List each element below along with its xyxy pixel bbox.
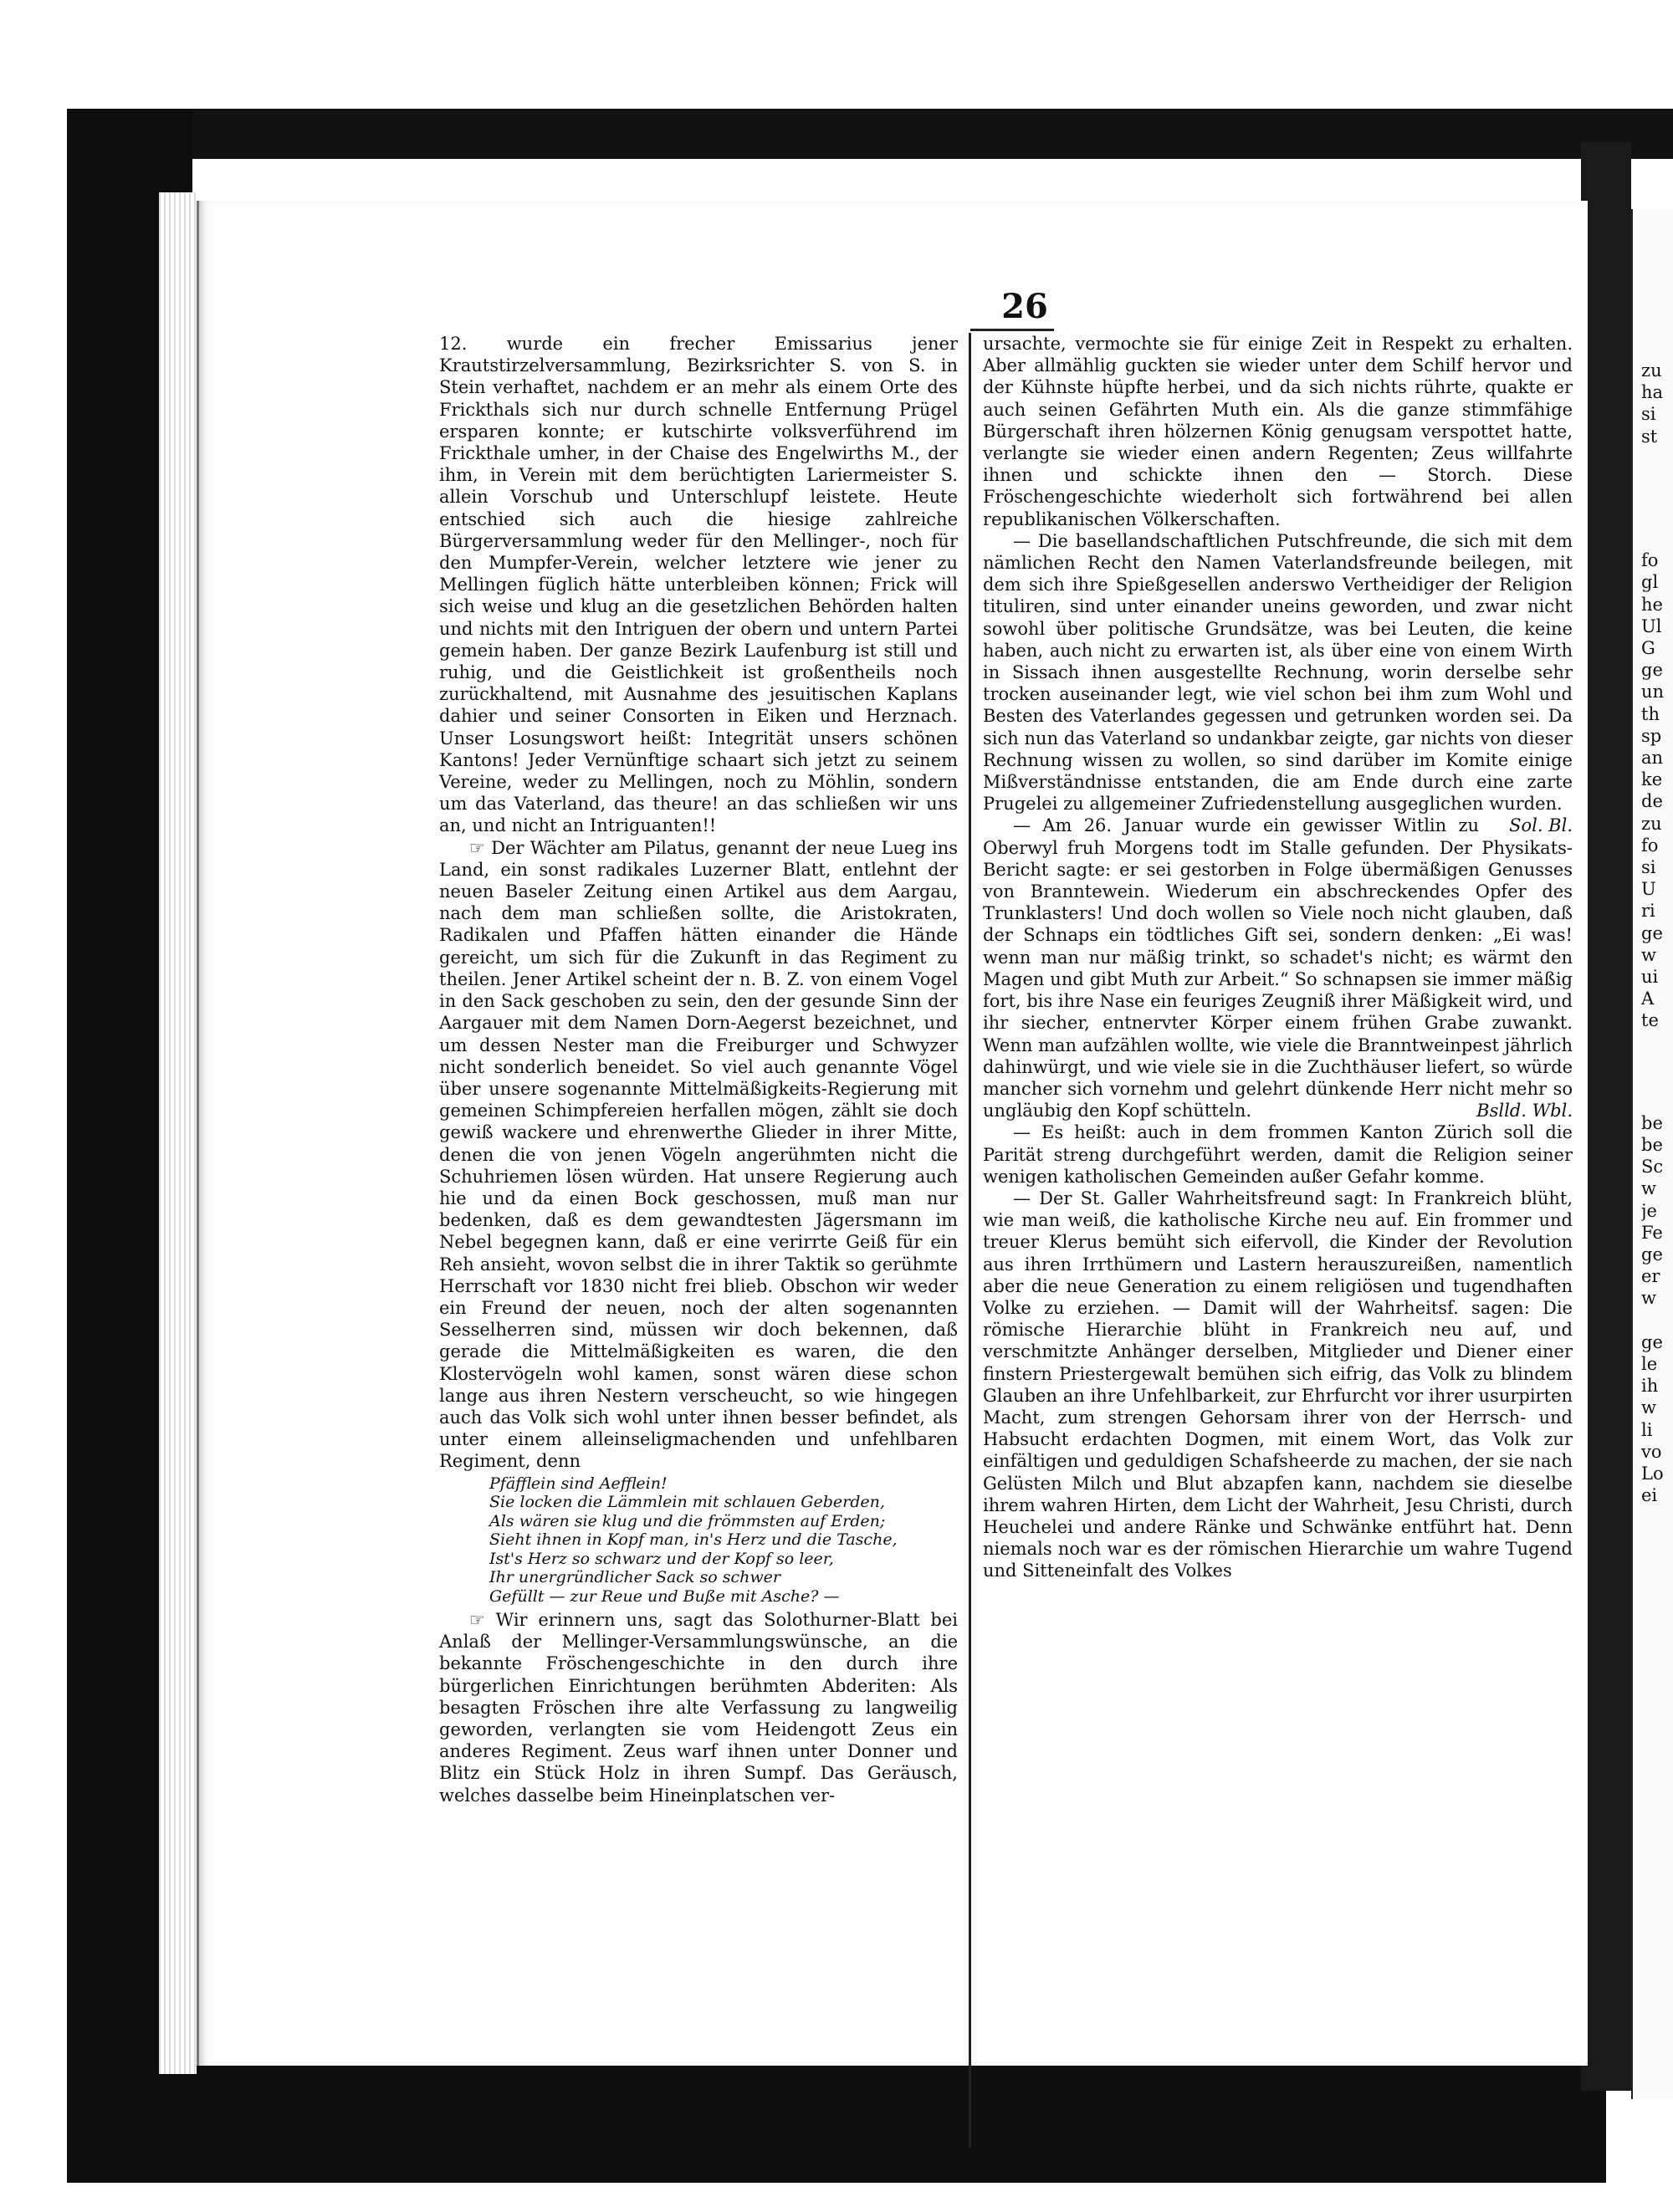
- poem-line: Ist's Herz so schwarz und der Kopf so leer,: [489, 1549, 834, 1568]
- article-paragraph: ursachte, vermochte sie für einige Zeit in Respekt zu erhalten. Aber allmählig guckten sie wieder unter dem Schilf hervor und der Kühnste hüpfte herbei, und da sich nichts rührte, quakte er auch seinen Gefährten Muth ein. Als die ganze stimmfähige Bürgerschaft ihren hölzernen König genugsam verspottet hatte, verlangte sie wieder einen andern Regenten; Zeus willfahrte ihnen und schickte ihnen den — Storch. Diese Fröschengeschichte wiederholt sich fortwährend bei allen republikanischen Völkerschaften.: [983, 334, 1573, 529]
- facing-page-fragment: st: [1641, 426, 1658, 447]
- facing-page-fragment: ge: [1641, 1244, 1663, 1264]
- facing-page-fragment: ge: [1641, 922, 1663, 943]
- facing-page-fragment: le: [1641, 1354, 1658, 1374]
- facing-page-fragment: ha: [1641, 382, 1664, 403]
- facing-page-fragment: be: [1641, 1135, 1663, 1155]
- poem-line: Ihr unergründlicher Sack so schwer: [489, 1568, 780, 1587]
- facing-page-fragment: ke: [1641, 769, 1663, 790]
- facing-page-fragment: w: [1641, 944, 1656, 965]
- right-column: [983, 333, 1573, 1582]
- facing-page-fragment: U: [1641, 879, 1656, 900]
- facing-page-fragment: Fe: [1641, 1222, 1663, 1243]
- facing-page-fragment: ui: [1641, 967, 1659, 987]
- facing-page-fragment: te: [1641, 1010, 1659, 1031]
- column-divider: [969, 333, 971, 2148]
- facing-page-fragment: th: [1641, 703, 1660, 724]
- article-paragraph: ☞ Der Wächter am Pilatus, genannt der neue Lueg ins Land, ein sonst radikales Luzerner Blatt, entlehnt der neuen Baseler Zeitung einen Artikel aus dem Aargau, nach dem man schließen sollte, die Aristokraten, Radikalen und Pfaffen hätten einander die Hände gereicht, um sich für die Zukunft in das Regiment zu theilen. Jener Artikel scheint der n. B. Z. von einem Vogel in den Sack geschoben zu sein, den der gesunde Sinn der Aargauer mit dem Namen Dorn-Aegerst bezeichnet, und um dessen Nester man die Freiburger und Schwyzer nicht sonderlich beneidet. So viel auch genannte Vögel über unsere sogenannte Mittelmäßigkeits-Regierung mit gemeinen Schimpfereien herfallen mögen, zählt sie doch gewiß wackere und ehrenwerthe Glieder in ihrer Mitte, denen die von jenen Vögeln angerühmten nicht die Schuhriemen lösen würden. Hat unsere Regierung auch hie und da einen Bock geschossen, muß man nur bedenken, daß es dem gewandtesten Jägersmann im Nebel begegnen kann, daß er eine verirrte Geiß für ein Reh ansieht, wovon selbst die in ihrer Taktik so gerühmte Herrschaft vor 1830 nicht frei blieb. Obschon wir weder ein Freund der neuen, noch der alten sogenannten Sesselherren sind, müssen wir doch bekennen, daß gerade die Mittelmäßigkeiten es waren, die den Klostervögeln wohl kamen, sonst wären diese schon lange aus ihren Nestern verscheucht, so wie hingegen auch das Volk sich wohl unter ihnen besser befindet, als unter einem alleinseligmachenden und unfehlbaren Regiment, denn: [439, 837, 958, 1472]
- facing-page-fragment: ri: [1641, 901, 1655, 922]
- facing-page-fragment: vo: [1641, 1441, 1662, 1462]
- page-number-rule: [970, 329, 1054, 331]
- facing-page-fragment: fo: [1641, 550, 1659, 571]
- facing-page-fragment: Lo: [1641, 1464, 1664, 1484]
- facing-page-fragment: ih: [1641, 1376, 1659, 1397]
- article-paragraph: ☞ Wir erinnern uns, sagt das Solothurner-Blatt bei Anlaß der Mellinger-Versammlungswünsche, an die bekannte Fröschengeschichte in den durch ihre bürgerlichen Einrichtungen berühmten Abderiten: Als besagten Fröschen ihre alte Verfassung zu langweilig geworden, verlangten sie vom Heidengott Zeus ein anderes Regiment. Zeus warf ihnen unter Donner und Blitz ein Stück Holz in ihren Sumpf. Das Geräusch, welches dasselbe beim Hineinplatschen ver-: [439, 1610, 958, 1806]
- facing-page-fragment: zu: [1641, 813, 1662, 834]
- poem-line: Sieht ihnen in Kopf man, in's Herz und die Tasche,: [489, 1530, 898, 1550]
- poem-block: [489, 1474, 958, 1607]
- source-signature: Sol. Bl.: [1509, 815, 1573, 836]
- facing-page-fragment: he: [1641, 594, 1663, 615]
- article-paragraph: [983, 530, 1573, 836]
- poem-line: Gefüllt — zur Reue und Buße mit Asche? —: [489, 1586, 840, 1606]
- left-column: [439, 333, 958, 1806]
- facing-page-fragment: an: [1641, 748, 1664, 768]
- article-text: — Die basellandschaftlichen Putschfreunde, die sich mit dem nämlichen Recht den Namen Vaterlandsfreunde beilegen, mit dem sich ihre Spießgesellen anderswo Vertheidiger der Religion tituliren, sind unter einander uneins geworden, und zwar nicht sowohl über politische Grundsätze, was bei Leuten, die keine haben, auch nicht zu erwarten ist, als über eine von einem Wirth in Sissach ihnen ausgestellte Rechnung, worin derselbe sehr trocken auseinander legt, wie viel schon bei ihm zum Wohl und Besten des Vaterlandes gegessen und getrunken worden sei. Da sich nun das Vaterland so undankbar zeigte, gar nichts von dieser Rechnung wissen zu wollen, so sind darüber im Komite einige Mißverständnisse entstanden, die am Ende durch eine zarte Prugelei zu allgemeiner Zufriedenstellung ausgeglichen wurden.: [983, 530, 1573, 815]
- article-text: — Am 26. Januar wurde ein gewisser Witlin zu Oberwyl fruh Morgens todt im Stalle gefunden. Der Physikats-Bericht sagte: er sei gestorben in Folge übermäßigen Genusses von Branntewein. Wiederum ein abschreckendes Opfer des Trunklasters! Und doch wollen so Viele noch nicht glauben, daß der Schnaps ein tödtliches Gift sei, sondern denken: „Ei was! wenn man nur mäßig trinkt, so schadet's nicht; es wärmt den Magen und gibt Muth zur Arbeit.“ So schnapsen sie immer mäßig fort, bis ihre Nase ein feuriges Zeugniß ihrer Mäßigkeit wird, und ihr siecher, entnervter Körper einem frühen Grabe zuwankt. Wenn man aufzählen wollte, wie viele die Branntweinpest jährlich dahinwürgt, und wie viele sie in die Zuchthäuser liefert, so würde mancher sich vornehm und gelehrt dünkende Herr nicht mehr so ungläubig den Kopf schütteln.: [983, 815, 1573, 1121]
- article-paragraph: — Es heißt: auch in dem frommen Kanton Zürich soll die Parität streng durchgeführt werden, damit die Religion seiner wenigen katholischen Gemeinden außer Gefahr komme.: [983, 1122, 1573, 1187]
- article-paragraph: — Der St. Galler Wahrheitsfreund sagt: In Frankreich blüht, wie man weiß, die katholische Kirche neu auf. Ein frommer und treuer Klerus bemüht sich eifervoll, die Kinder der Revolution aus ihren Irrthümern und Lastern herauszureißen, namentlich aber die neue Generation zu einem religiösen und tugendhaften Volke zu erziehen. — Damit will der Wahrheitsf. sagen: Die römische Hierarchie blüht in Frankreich neu auf, und verschmitzte Anhänger derselben, Mitglieder und Diener einer finstern Priestergewalt bemühen sich eifrig, das Volk zu blindem Glauben an ihre Unfehlbarkeit, zur Ehrfurcht vor ihrer usurpirten Macht, zum strengen Gehorsam ihrer von der Herrsch- und Habsucht erdachten Dogmen, mit einem Wort, das Volk zur einfältigen und geduldigen Schafsheerde zu machen, der sie nach Gelüsten Milch und Blut abzapfen kann, nachdem sie dieselbe ihrem wahren Hirten, dem Licht der Wahrheit, Jesu Christi, durch Heuchelei und andere Ränke und Schwänke entführt hat. Denn niemals noch war es der römischen Hierarchie um wahre Tugend und Sitteneinfalt des Volkes: [983, 1188, 1573, 1581]
- facing-page-fragment: de: [1641, 791, 1663, 812]
- poem-line: Als wären sie klug und die frömmsten auf Erden;: [489, 1511, 886, 1530]
- poem-line: Sie locken die Lämmlein mit schlauen Geberden,: [489, 1493, 885, 1512]
- poem-line: Pfäfflein sind Aefflein!: [489, 1474, 668, 1493]
- facing-page-fragment: si: [1641, 404, 1656, 425]
- facing-page-fragment: si: [1641, 857, 1656, 877]
- facing-page-fragment: A: [1641, 989, 1655, 1009]
- facing-page-fragment: Ul: [1641, 616, 1662, 636]
- facing-page-fragment: w: [1641, 1397, 1656, 1418]
- book-gutter-shadow: [1581, 142, 1631, 2091]
- source-signature: Bslld. Wbl.: [1476, 1101, 1573, 1121]
- facing-page-fragment: je: [1641, 1200, 1657, 1221]
- facing-page-fragment: G: [1641, 638, 1655, 658]
- facing-page-fragment: w: [1641, 1178, 1656, 1199]
- facing-page-fragment: un: [1641, 682, 1665, 702]
- article-paragraph: [983, 815, 1573, 1121]
- page-number: 26: [1001, 287, 1048, 326]
- facing-page-fragment: er: [1641, 1266, 1660, 1287]
- facing-page-fragment: fo: [1641, 835, 1659, 856]
- facing-page-fragment: gl: [1641, 572, 1659, 593]
- book-cover-bottom-edge: [67, 2066, 1606, 2183]
- facing-page-fragment: zu: [1641, 360, 1662, 381]
- page-stack-edge: [159, 192, 197, 2074]
- facing-page-fragment: ei: [1641, 1485, 1658, 1506]
- facing-page-fragment: w: [1641, 1288, 1656, 1309]
- facing-page-fragment: ge: [1641, 660, 1663, 681]
- facing-page-fragment: sp: [1641, 725, 1662, 746]
- facing-page-fragment: li: [1641, 1419, 1653, 1440]
- facing-page-fragment: ge: [1641, 1331, 1663, 1352]
- article-paragraph: 12. wurde ein frecher Emissarius jener Krautstirzelversammlung, Bezirksrichter S. von S. in Stein verhaftet, nachdem er an mehr als einem Orte des Frickthals sich nur durch schnelle Entfernung Prügel ersparen konnte; er kutschirte volksverführend im Frickthale umher, in der Chaise des Engelwirths M., der ihm, in Verein mit dem berüchtigten Lariermeister S. allein Vorschub und Unterschlupf leistete. Heute entschied sich auch die hiesige zahlreiche Bürgerversammlung weder für den Mellinger-, noch für den Mumpfer-Verein, welcher letztere wie jener zu Mellingen füglich hätte unterbleiben können; Frick will sich weise und klug an die gesetzlichen Behörden halten und nichts mit den Intriguen der obern und untern Partei gemein haben. Der ganze Bezirk Laufenburg ist still und ruhig, und die Geistlichkeit ist großentheils noch zurückhaltend, mit Ausnahme des jesuitischen Kaplans dahier und seiner Consorten in Eiken und Herznach. Unser Losungswort heißt: Integrität unsers schönen Kantons! Jeder Vernünftige schaart sich jetzt zu seinem Vereine, weder zu Mellingen, noch zu Möhlin, sondern um das Vaterland, das theure! an das schließen wir uns an, und nicht an Intriguanten!!: [439, 334, 958, 836]
- facing-page-fragment: be: [1641, 1112, 1663, 1133]
- book-cover-top-edge: [67, 109, 1673, 159]
- facing-page-fragment: Sc: [1641, 1157, 1664, 1178]
